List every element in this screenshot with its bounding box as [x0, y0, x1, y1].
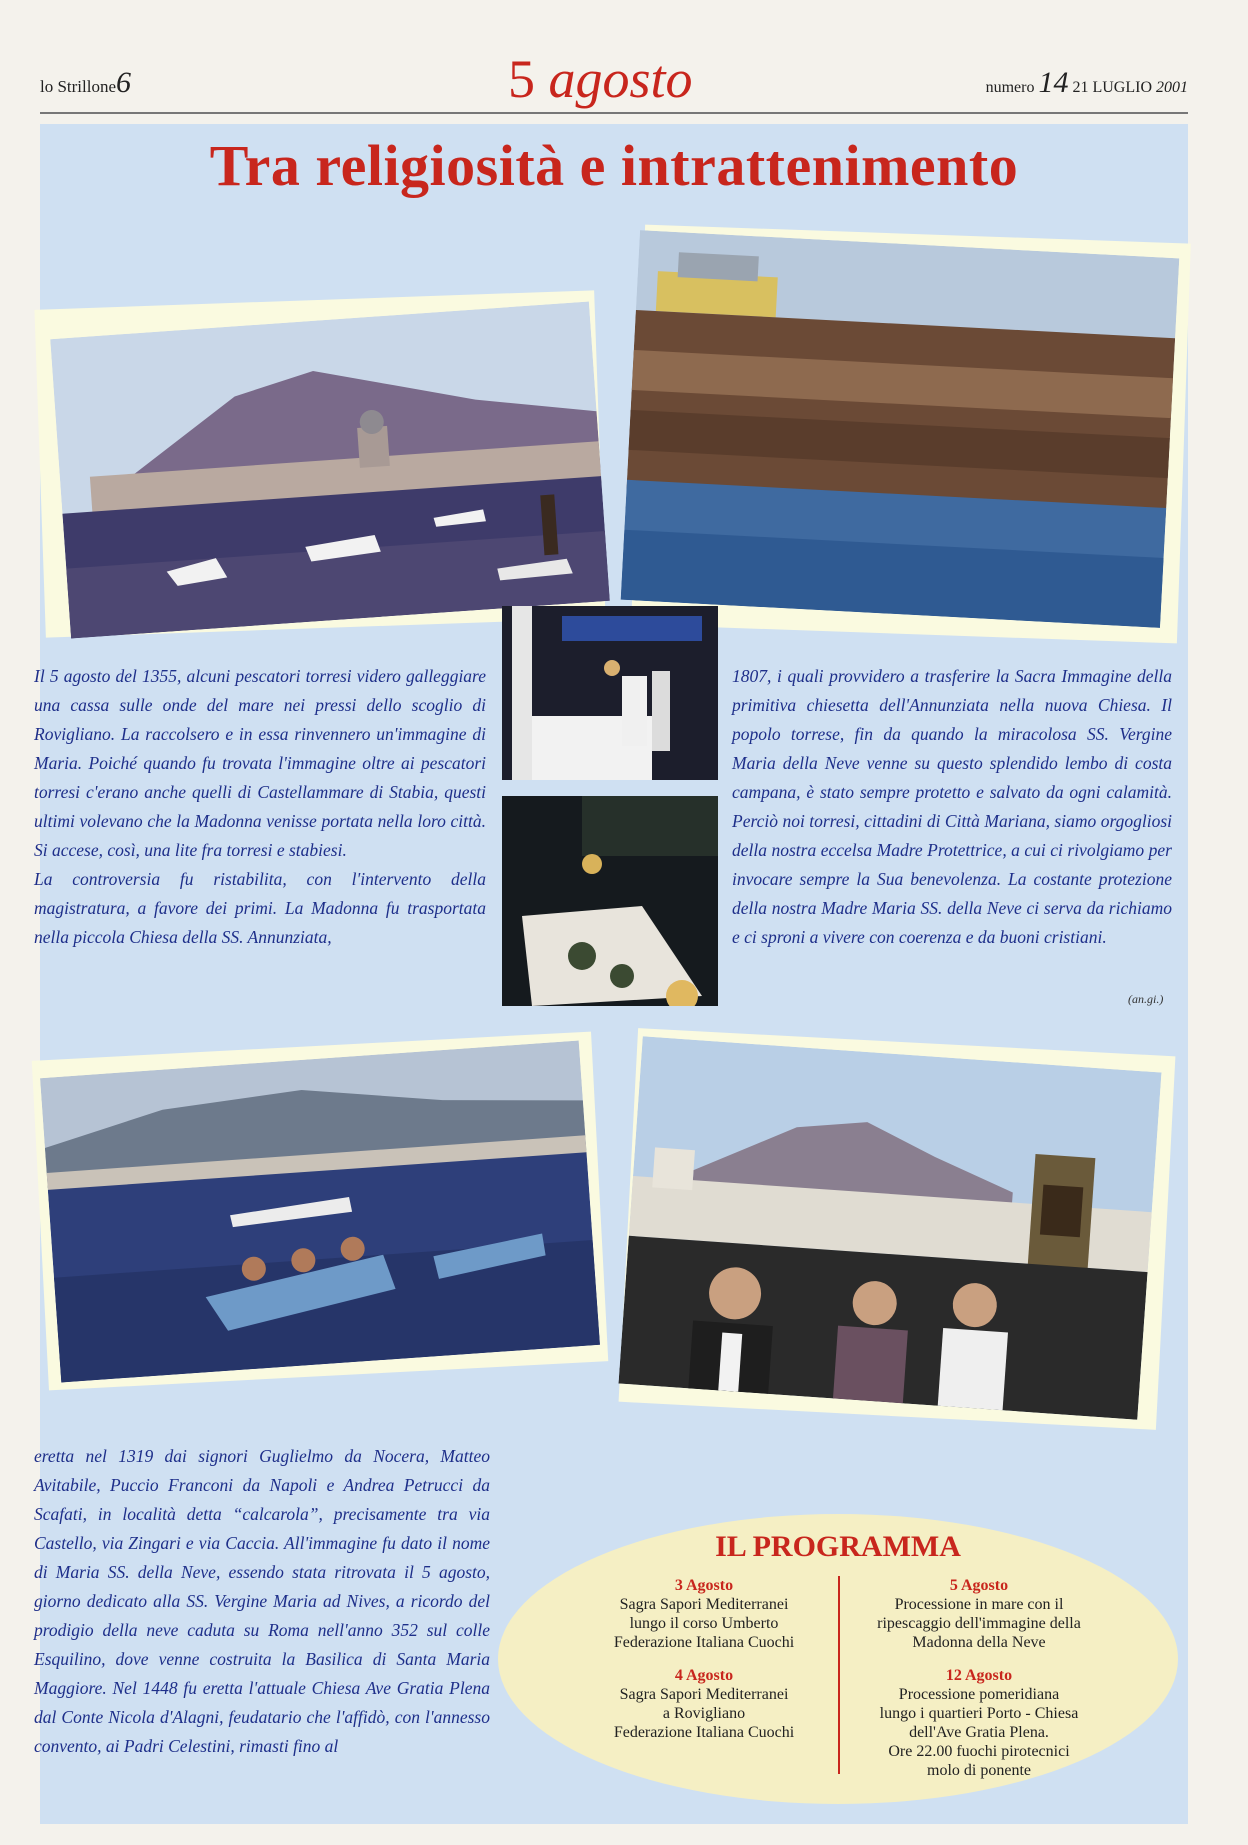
section-word: agosto [548, 49, 693, 109]
beach-crowd-image [621, 230, 1180, 628]
article-paragraph: eretta nel 1319 dai signori Guglielmo da Nocera, Matteo Avitabile, Puccio Franconi da Napoli e Andrea Petrucci da Scafati, in località detta “calcarola”, precisamente tra via Castello, via Zingari e via Caccia. All'immagine fu dato il nome di Maria SS. della Neve, essendo stata ritrovata il 5 agosto, giorno dedicato alla SS. Vergine Maria ad Nives, a ricordo del prodigio della neve caduta su Roma nell'anno 352 sul colle Esquilino, dove venne costruita la Basilica di Santa Maria Maggiore. Nel 1448 fu eretta l'attuale Chiesa Ave Gratia Plena dal Conte Nicola d'Alagni, feudatario che l'affidò, con l'annesso convento, ai Padri Celestini, rimasti fino al [34, 1446, 490, 1756]
program-box [498, 1514, 1178, 1804]
photo-decorated-table [502, 796, 718, 1006]
program-line: a Rovigliano [662, 1705, 746, 1722]
article-column-right-top [732, 662, 1172, 952]
header-rule [40, 112, 1188, 114]
program-line: lungo i quartieri Porto - Chiesa [879, 1705, 1079, 1722]
photo-procession [618, 1036, 1161, 1419]
program-entry [844, 1576, 1114, 1652]
program-line: ripescaggio dell'immagine della [877, 1615, 1081, 1632]
photo-beach-crowd [621, 230, 1180, 628]
issue-year: 2001 [1156, 79, 1188, 96]
program-date: 5 Agosto [949, 1577, 1009, 1594]
decorated-table-image [502, 796, 718, 1006]
article-paragraph: La controversia fu ristabilita, con l'intervento della magistratura, a favore dei primi. La Madonna fu trasportata nella piccola Chiesa della SS. Annunziata, [34, 869, 486, 947]
food-tent-image [502, 606, 718, 780]
issue-label: numero [985, 79, 1035, 96]
program-date: 12 Agosto [945, 1667, 1013, 1684]
article-column-left-bottom [34, 1442, 490, 1761]
issue-number: 14 [1038, 66, 1069, 99]
program-line: Sagra Sapori Mediterranei [619, 1686, 789, 1703]
program-column-left [584, 1576, 824, 1756]
program-title: IL PROGRAMMA [715, 1530, 961, 1563]
section-title [508, 48, 693, 110]
article-panel [34, 124, 1188, 1824]
article-paragraph: 1807, i quali provvidero a trasferire la Sacra Immagine della primitiva chiesetta dell'Annunziata nella nuova Chiesa. Il popolo torrese, fin da quando la miracolosa SS. Vergine Maria della Neve venne su questo splendido lembo di costa campana, è stato sempre protetto e salvato da ogni calamità. Perciò noi torresi, cittadini di Città Mariana, siamo orgogliosi della nostra eccelsa Madre Protettrice, a cui ci rivolgiamo per invocare sempre la Sua benevolenza. La costante protezione della nostra Madre Maria SS. della Neve ci serva da richiamo e ci sproni a vivere con coerenza e da buoni cristiani. [732, 666, 1172, 947]
page-number: 6 [116, 66, 132, 99]
program-entry [584, 1576, 824, 1652]
program-date: 4 Agosto [674, 1667, 734, 1684]
program-entry [584, 1666, 824, 1742]
issue-info [986, 66, 1188, 100]
page-header [40, 48, 1188, 112]
program-line: Processione pomeridiana [898, 1686, 1060, 1703]
headline: Tra religiosità e intrattenimento [209, 133, 1019, 198]
program-line: Federazione Italiana Cuochi [613, 1724, 795, 1741]
issue-date: 21 LUGLIO [1072, 79, 1152, 96]
program-line: Federazione Italiana Cuochi [613, 1634, 795, 1651]
program-entry [844, 1666, 1114, 1780]
program-date: 3 Agosto [674, 1577, 734, 1594]
author-signature: (an.gi.) [1128, 992, 1164, 1006]
program-line: Sagra Sapori Mediterranei [619, 1596, 789, 1613]
rowing-boats-image [40, 1041, 600, 1383]
program-line: Ore 22.00 fuochi pirotecnici [888, 1743, 1070, 1760]
program-column-right [844, 1576, 1114, 1794]
program-line: dell'Ave Gratia Plena. [909, 1724, 1049, 1741]
program-line: Processione in mare con il [894, 1596, 1064, 1613]
harbour-boats-image [50, 302, 610, 639]
program-divider [838, 1576, 840, 1774]
paper-masthead [40, 66, 131, 100]
photo-rowing-boats [40, 1041, 600, 1383]
photo-harbour-boats [50, 302, 610, 639]
article-column-left-top [34, 662, 486, 952]
program-line: lungo il corso Umberto [629, 1615, 779, 1632]
section-number: 5 [508, 49, 535, 109]
program-line: Madonna della Neve [912, 1634, 1046, 1651]
program-line: molo di ponente [927, 1762, 1031, 1779]
procession-image [618, 1036, 1161, 1419]
paper-name: lo Strillone [40, 77, 117, 96]
photo-food-tent [502, 606, 718, 780]
article-paragraph: Il 5 agosto del 1355, alcuni pescatori torresi videro galleggiare una cassa sulle onde del mare nei pressi dello scoglio di Rovigliano. La raccolsero e in essa rinvennero un'immagine di Maria. Poiché quando fu trovata l'immagine oltre ai pescatori torresi c'erano anche quelli di Castellammare di Stabia, questi ultimi volevano che la Madonna venisse portata nella loro città. Si accese, così, una lite fra torresi e stabiesi. [34, 666, 486, 860]
